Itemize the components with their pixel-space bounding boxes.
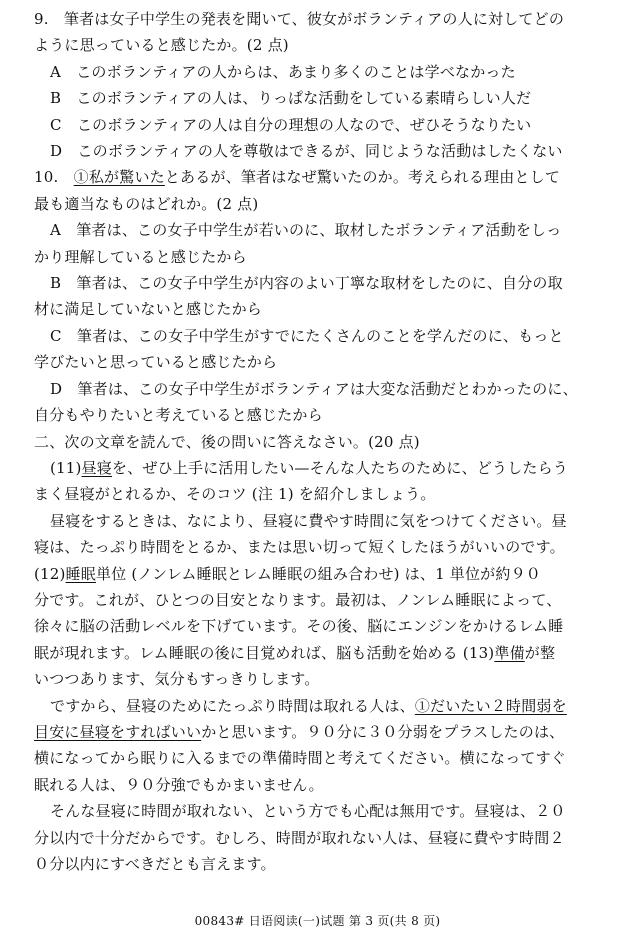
passage-p3-line5: いつつあります、気分もすっきりします。 <box>34 670 320 689</box>
q9-option-b: B このボランティアの人は、りっぱな活動をしている素晴らしい人だ <box>50 89 532 108</box>
passage-p4-line2 <box>34 719 613 745</box>
passage-p3-rest: 単位 (ノンレム睡眠とレム睡眠の組み合わせ) は、1 単位が約９０ <box>96 564 541 583</box>
q10-option-d-line1: D 筆者は、この女子中学生がボランティアは大変な活動だとわかったのに、 <box>50 379 578 398</box>
passage-p4-line3: 横になってから眠りに入るまでの準備時間と考えてください。横になってすぐ <box>34 749 567 768</box>
underlined-phrase-1: ①だいたい２時間弱を <box>414 696 567 715</box>
passage-p4-line4: 眠れる人は、９０分強でもかまいません。 <box>34 775 324 794</box>
q10-option-a-line2: かり理解していると感じたから <box>34 247 247 266</box>
passage-p1-line2: まく昼寝がとれるか、そのコツ (注 1) を紹介しましょう。 <box>34 485 436 504</box>
underlined-suimin: 睡眠 <box>65 564 96 583</box>
passage-p3-line4 <box>34 640 613 666</box>
underlined-junbi: 準備 <box>494 643 525 662</box>
q10-number: 10. <box>34 168 74 187</box>
q10-option-a-line1: A 筆者は、この女子中学生が若いのに、取材したボランティア活動をしっ <box>50 221 562 240</box>
passage-p3-line4-end: が整 <box>524 643 556 662</box>
q10-stem-line1 <box>34 164 613 190</box>
passage-p3-line2: 分です。これが、ひとつの目安となります。最初は、ノンレム睡眠によって、 <box>34 590 562 609</box>
page-footer: 00843# 日语阅读(一)试题 第 3 页(共 8 页) <box>194 914 441 928</box>
q10-stem-rest: とあるが、筆者はなぜ驚いたのか。考えられる理由として <box>164 168 561 187</box>
passage-p5-line3: ０分以内にすべきだとも言えます。 <box>34 855 276 873</box>
marker-12: (12) <box>34 564 66 583</box>
underlined-hirune: 昼寝 <box>81 458 112 477</box>
passage-p3-line1 <box>34 561 613 587</box>
passage-p3-line4-text: 眠が現れます。レム睡眠の後に目覚めれば、脳も活動を始める (13) <box>34 643 495 662</box>
passage-p1-rest: を、ぜひ上手に活用したい—そんな人たちのために、どうしたらう <box>112 458 569 477</box>
q10-underlined-phrase: ①私が驚いた <box>73 168 165 187</box>
passage-p1-line1 <box>34 455 613 481</box>
q10-option-c-line1: C 筆者は、この女子中学生がすでにたくさんのことを学んだのに、もっと <box>50 326 564 345</box>
passage-p4-line1 <box>34 693 613 719</box>
q10-option-c-line2: 学びたいと思っていると感じたから <box>34 353 278 372</box>
q9-stem-line1: 9. 筆者は女子中学生の発表を聞いて、彼女がボランティアの人に対してどの <box>34 10 565 28</box>
passage-p3-line3: 徐々に脳の活動レベルを下げています。その後、脳にエンジンをかけるレム睡 <box>34 617 564 636</box>
q9-option-c: C このボランティアの人は自分の理想の人なので、ぜひそうなりたい <box>50 115 532 134</box>
q10-option-b-line1: B 筆者は、この女子中学生が内容のよい丁寧な取材をしたのに、自分の取 <box>50 274 563 293</box>
passage-p5-line1: そんな昼寝に時間が取れない、という方でも心配は無用です。昼寝は、２０ <box>50 802 566 821</box>
passage-p4-line2-rest: かと思います。９０分に３０分弱をプラスしたのは、 <box>201 722 565 741</box>
passage-p2-line1: 昼寝をするときは、なにより、昼寝に費やす時間に気をつけてください。昼 <box>50 511 567 530</box>
underlined-phrase-1-cont: 目安に昼寝をすればいい <box>34 722 202 741</box>
q9-option-d: D このボランティアの人を尊敬はできるが、同じような活動はしたくない <box>50 142 563 161</box>
passage-p4-line1-text: ですから、昼寝のためにたっぷり時間は取れる人は、 <box>50 696 415 715</box>
q9-option-a: A このボランティアの人からは、あまり多くのことは学べなかった <box>50 62 516 81</box>
passage-p2-line2: 寝は、たっぷり時間をとるか、または思い切って短くしたほうがいいのです。 <box>34 538 565 557</box>
marker-11: (11) <box>50 458 82 477</box>
q10-option-b-line2: 材に満足していないと感じたから <box>34 300 263 319</box>
q10-stem-line2: 最も適当なものはどれか。(2 点) <box>34 194 259 213</box>
passage-p5-line2: 分以内で十分だからです。むしろ、時間が取れない人は、昼寝に費やす時間２ <box>34 828 565 847</box>
q10-option-d-line2: 自分もやりたいと考えていると感じたから <box>34 406 323 425</box>
q9-stem-line2: ように思っていると感じたか。(2 点) <box>34 36 289 55</box>
section2-heading: 二、次の文章を読んで、後の問いに答えなさい。(20 点) <box>34 432 420 451</box>
